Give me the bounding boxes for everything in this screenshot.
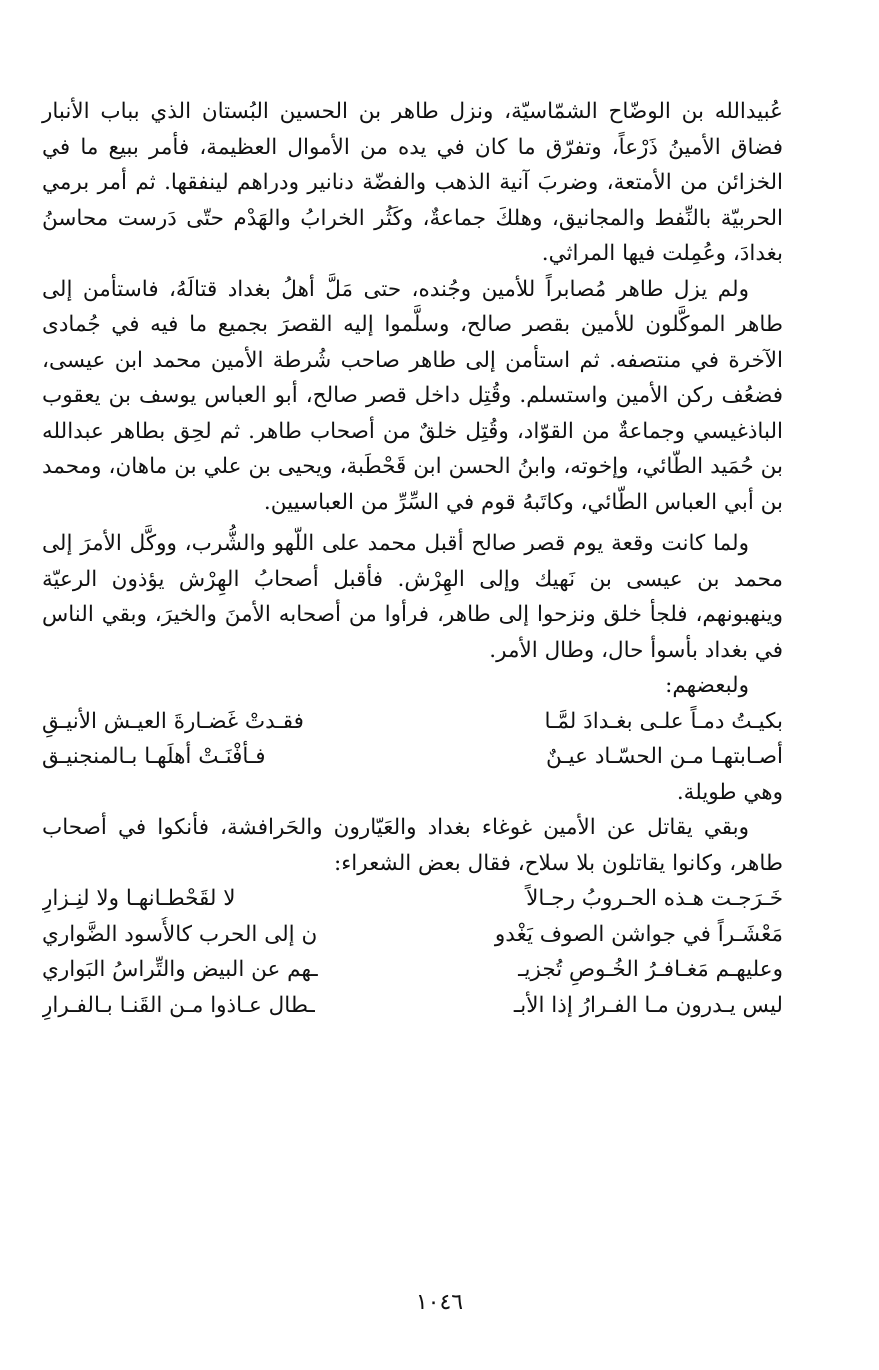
page-number: ١٠٤٦: [415, 1290, 464, 1315]
paragraph-4: وبقي يقاتل عن الأمين غوغاء بغداد والعَيّارون والحَرافشة، فأنكوا في أصحاب طاهر، وكانوا يقاتلون بلا سلاح، فقال بعض الشعراء:: [42, 815, 783, 876]
verse-second-hemistich: ـطال عـاذوا مـن القَنـا بـالفـرارِ: [42, 992, 315, 1018]
verse-first-hemistich: مَعْشَـراً في جواشن الصوف يَغْدو: [494, 921, 783, 947]
verse: [42, 881, 783, 917]
verse: [42, 988, 783, 1024]
paragraph-3: ولما كانت وقعة يوم قصر صالح أقبل محمد على اللّهو والشُّرب، ووكَّل الأمرَ إلى محمد بن عيسى بن نَهيك وإلى الهِرْش. فأقبل أصحابُ الهِرْش يؤذون الرعيّة وينهبونهم، فلجأ خلق ونزحوا إلى طاهر، فرأوا من أصحابه الأمنَ والخيرَ، وبقي الناس في بغداد بأسوأ حال، وطال الأمر.: [42, 531, 783, 663]
verse-first-hemistich: أصـابتهـا مـن الحسّـاد عيـنٌ: [546, 744, 783, 769]
verse-second-hemistich: فـأفْنَـتْ أهلَهـا بـالمنجنيـق: [42, 744, 266, 769]
verse: [42, 917, 783, 953]
verse-first-hemistich: بكيـتُ دمـاً علـى بغـدادَ لمَّـا: [544, 708, 783, 734]
verse-first-hemistich: خَـرَجـت هـذه الحـروبُ رجـالاً: [526, 886, 783, 911]
poem-1-note: وهي طويلة.: [676, 779, 783, 805]
paragraph-2: ولم يزل طاهر مُصابراً للأمين وجُنده، حتى مَلَّ أهلُ بغداد قتالَهُ، فاستأمن إلى طاهر الموكَّلون للأمين بقصر صالح، وسلَّموا إليه القصرَ بجميع ما فيه في جُمادى الآخرة في منتصفه. ثم استأمن إلى طاهر صاحب شُرطة الأمين محمد ابن عيسى، فضعُف ركن الأمين واستسلم. وقُتِل داخل قصر صالح، أبو العباس يوسف بن يعقوب الباذغيسي وجماعةٌ من القوّاد، وقُتِل خلقٌ من أصحاب طاهر. ثم لحِق بطاهر عبدالله بن حُمَيد الطّائي، وإخوته، وابنُ الحسن ابن قَحْطَبة، ويحيى بن علي بن ماهان، ومحمد بن أبي العباس الطّائي، وكاتَبهُ قوم في السِّرِّ من العباسيين.: [42, 276, 783, 515]
verse-second-hemistich: فقـدتْ غَضـارةَ العيـش الأنيـقِ: [42, 708, 304, 734]
verse-first-hemistich: وعليهـم مَغـافـرُ الخُـوصِ تُجزيـ: [518, 957, 783, 982]
paragraph-1: عُبيدالله بن الوضّاح الشمّاسيّة، ونزل طاهر بن الحسين البُستان الذي بباب الأنبار فضاق الأمينُ ذَرْعاً، وتفرّق ما كان في يده من الأموال العظيمة، فأمر ببيع ما في الخزائن من الأمتعة، وضربَ آنية الذهب والفضّة دنانير ودراهم لينفقها. ثم أمر برمي الحربيّة بالنِّفط والمجانيق، وهلكَ جماعةٌ، وكَثُر الخرابُ والهَدْم حتّى دَرست محاسنُ بغدادَ، وعُمِلت فيها المراثي.: [42, 99, 783, 266]
verse: [42, 739, 783, 775]
verse-second-hemistich: لا لقَحْطـانهـا ولا لنِـزارِ: [42, 886, 236, 911]
verse-second-hemistich: ـهم عن البيض والتِّراسُ البَواري: [42, 957, 318, 982]
verse: [42, 704, 783, 740]
page-text: [42, 94, 783, 1023]
poem-1: [42, 704, 783, 775]
verse-first-hemistich: ليس يـدرون مـا الفـرارُ إذا الأبـ: [513, 992, 783, 1018]
verse: [42, 952, 783, 988]
verse-second-hemistich: ن إلى الحرب كالأُسود الضَّواري: [42, 921, 318, 947]
poem-intro: ولبعضهم:: [665, 673, 749, 698]
poem-2: [42, 881, 783, 1023]
